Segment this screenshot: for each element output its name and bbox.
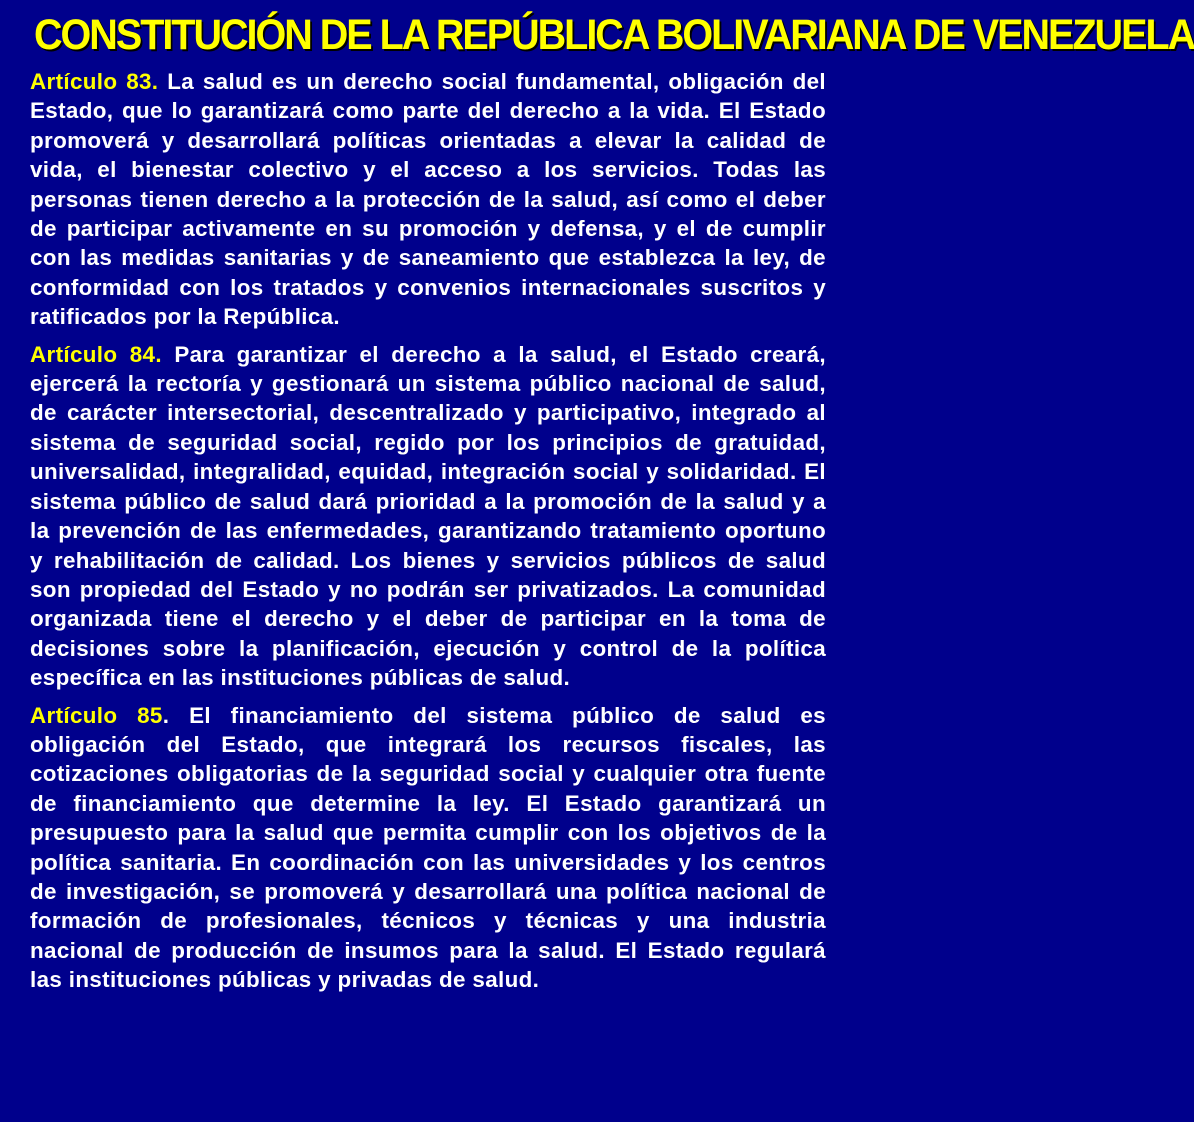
article-83-label: Artículo 83. bbox=[30, 69, 159, 94]
article-83 bbox=[30, 67, 826, 332]
article-84 bbox=[30, 340, 826, 693]
article-83-text: La salud es un derecho social fundamental, obligación del Estado, que lo garantizará como parte del derecho a la vida. El Estado promoverá y desarrollará políticas orientadas a elevar la calidad de vida, el bienestar colectivo y el acceso a los servicios. Todas las personas tienen derecho a la protección de la salud, así como el deber de participar activamente en su promoción y defensa, y el de cumplir con las medidas sanitarias y de saneamiento que establezca la ley, de conformidad con los tratados y convenios internacionales suscritos y ratificados por la República. bbox=[30, 69, 826, 330]
article-85-label: Artículo 85 bbox=[30, 702, 163, 728]
article-84-text: Para garantizar el derecho a la salud, el Estado creará, ejercerá la rectoría y gestionará un sistema público nacional de salud, de carácter intersectorial, descentralizado y participativo, integrado al sistema de seguridad social, regido por los principios de gratuidad, universalidad, integralidad, equidad, integración social y solidaridad. El sistema público de salud dará prioridad a la promoción de la salud y a la prevención de las enfermedades, garantizando tratamiento oportuno y rehabilitación de calidad. Los bienes y servicios públicos de salud son propiedad del Estado y no podrán ser privatizados. La comunidad organizada tiene el derecho y el deber de participar en la toma de decisiones sobre la planificación, ejecución y control de la política específica en las instituciones públicas de salud. bbox=[30, 341, 826, 691]
articles-container bbox=[30, 67, 826, 1003]
article-85 bbox=[30, 701, 826, 995]
article-84-label: Artículo 84. bbox=[30, 341, 162, 367]
document-title: CONSTITUCIÓN DE LA REPÚBLICA BOLIVARIANA DE VENEZUELA bbox=[34, 11, 1194, 59]
article-85-text: . El financiamiento del sistema público de salud es obligación del Estado, que integrará los recursos fiscales, las cotizaciones obligatorias de la seguridad social y cualquier otra fuente de financiamiento que determine la ley. El Estado garantizará un presupuesto para la salud que permita cumplir con los objetivos de la política sanitaria. En coordinación con las universidades y los centros de investigación, se promoverá y desarrollará una política nacional de formación de profesionales, técnicos y técnicas y una industria nacional de producción de insumos para la salud. El Estado regulará las instituciones públicas y privadas de salud. bbox=[30, 702, 826, 993]
